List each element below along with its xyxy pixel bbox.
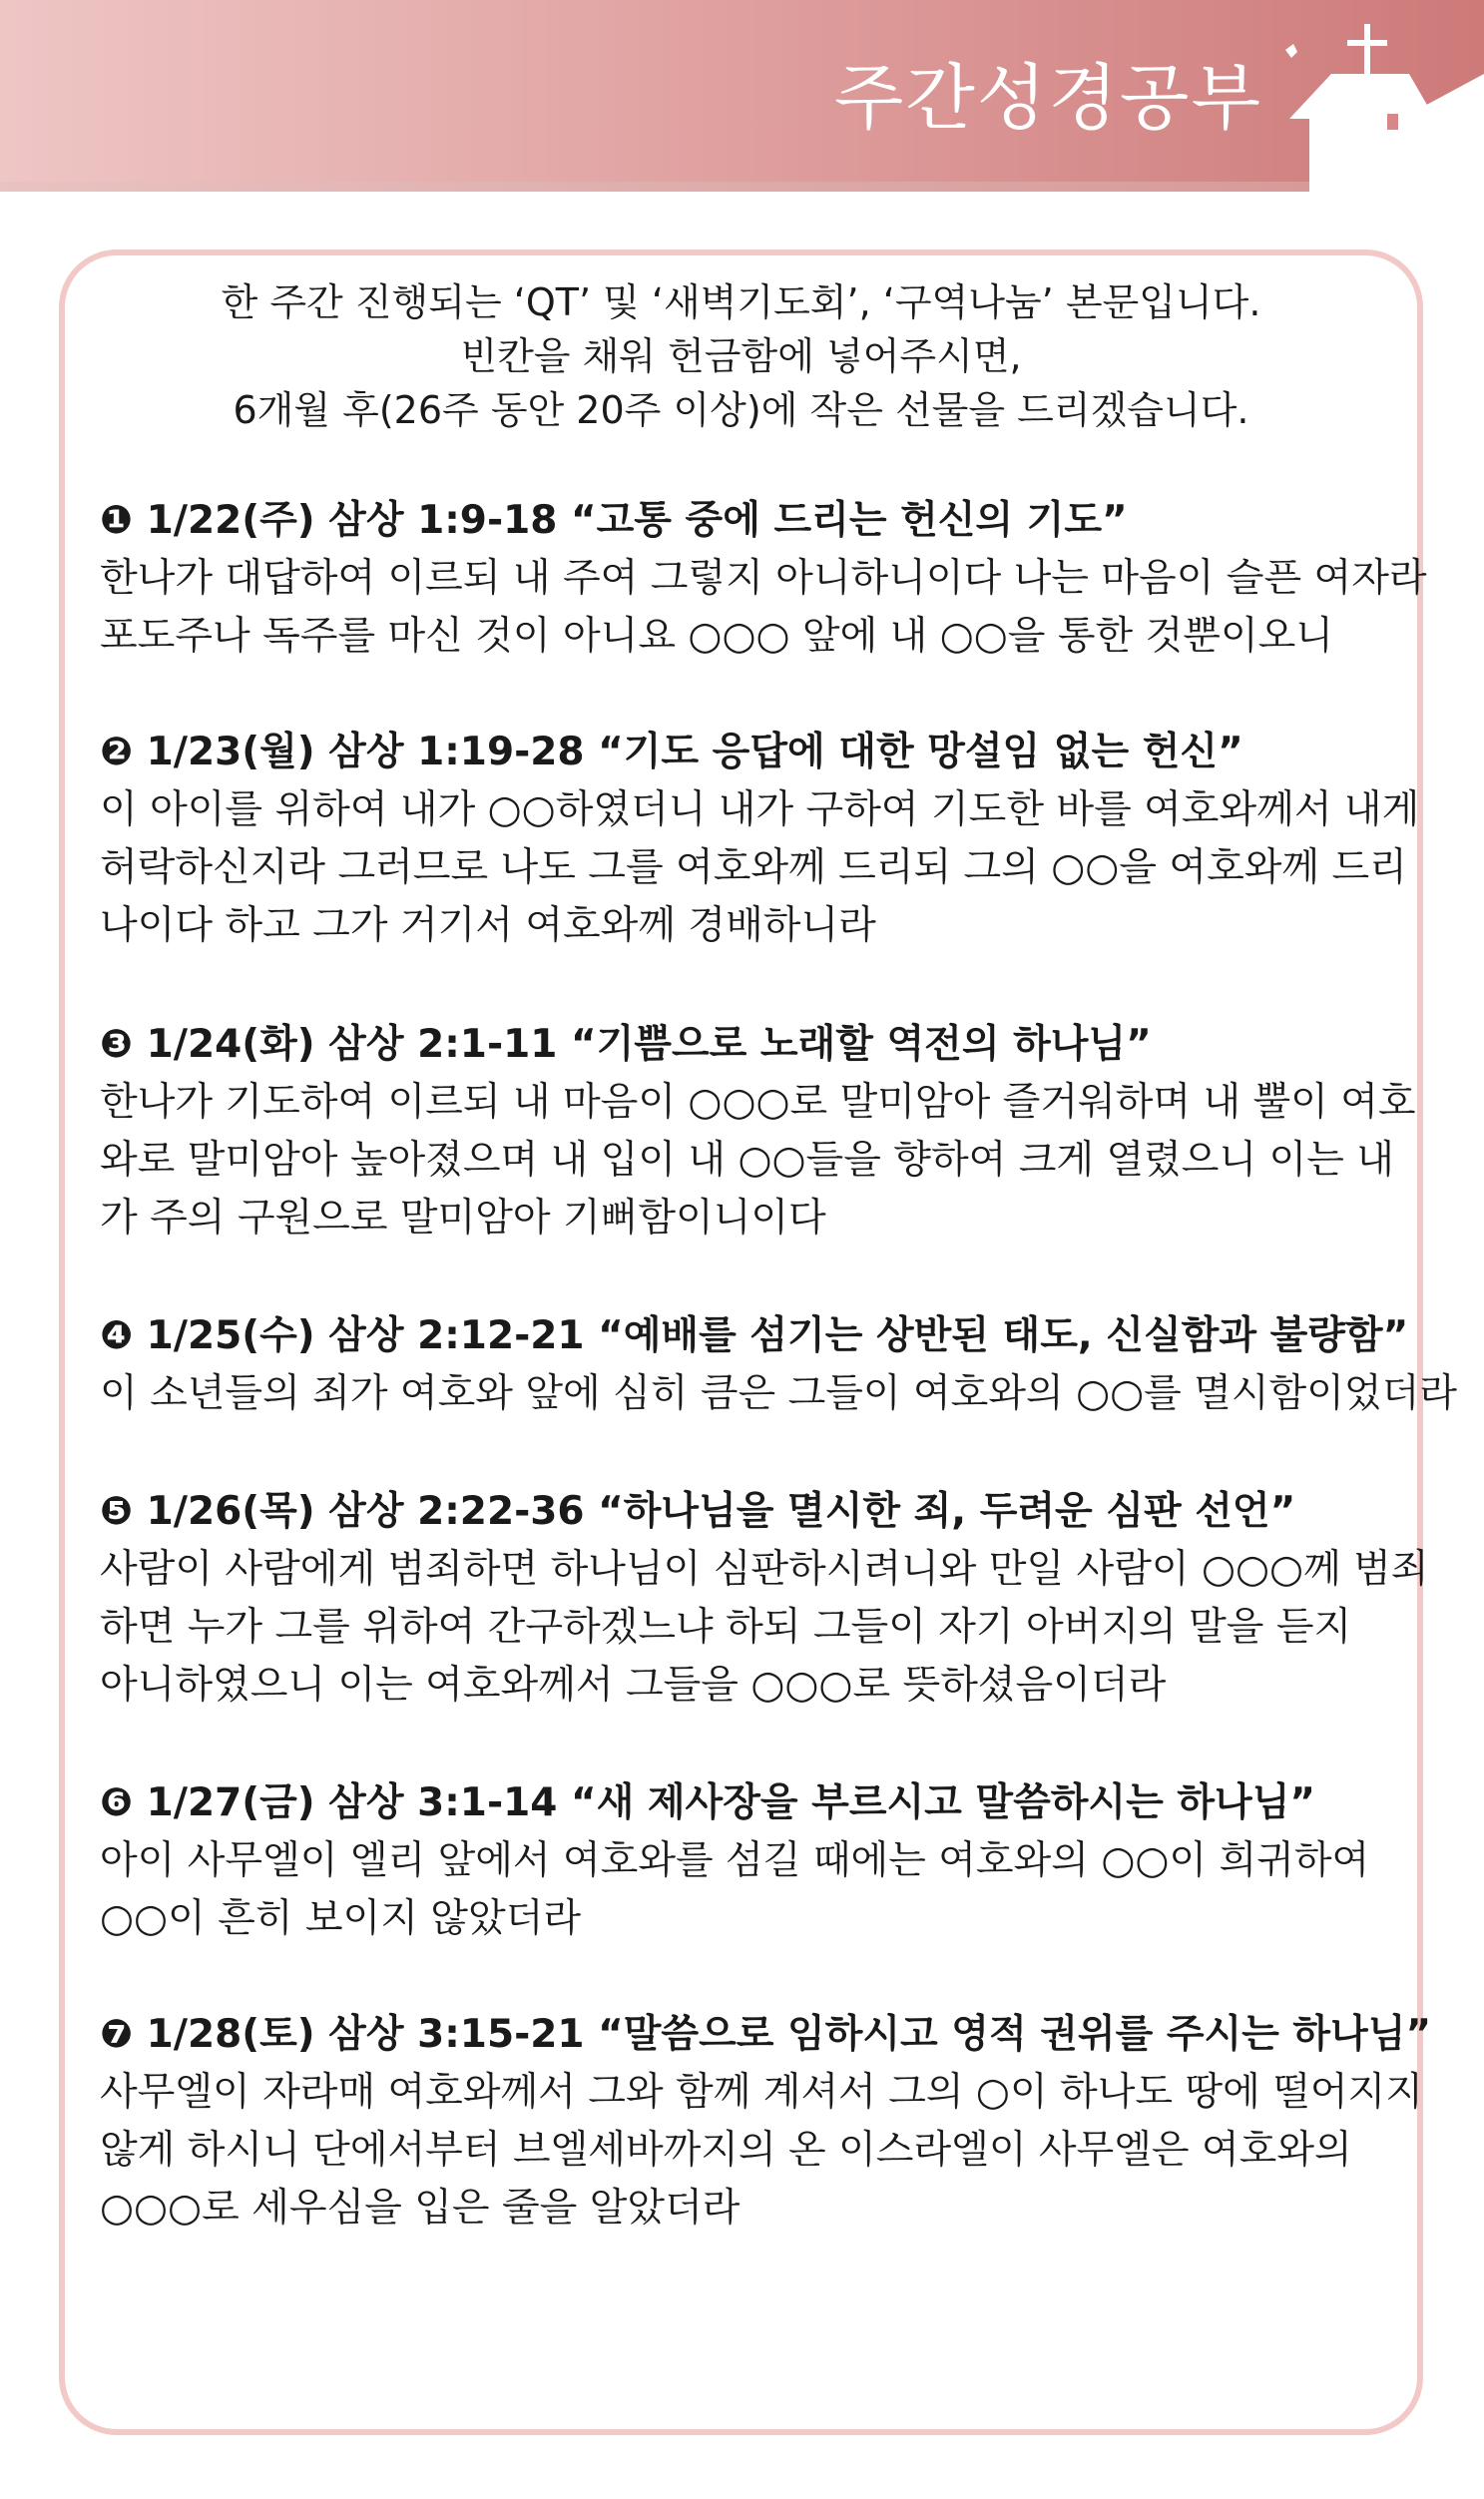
verse-line: ○○○로 세우심을 입은 줄을 알았더라 xyxy=(100,2186,741,2231)
verse-line: 이 아이를 위하여 내가 ○○하였더니 내가 구하여 기도한 바를 여호와께서 내게 xyxy=(100,787,1420,832)
verse-line: 포도주나 독주를 마신 것이 아니요 ○○○ 앞에 내 ○○을 통한 것뿐이오니 xyxy=(100,614,1333,659)
study-section-1 xyxy=(100,492,1427,666)
section-heading: ❼ 1/28(토) 삼상 3:15-21 “말씀으로 임하시고 영적 권위를 주시는 하나님” xyxy=(100,2012,1432,2057)
intro-line: 빈칸을 채워 헌금함에 넣어주시면, xyxy=(460,334,1022,378)
study-section-4 xyxy=(100,1307,1457,1423)
page-title: 주간성경공부 xyxy=(833,56,1262,140)
study-section-2 xyxy=(100,724,1420,955)
verse-line: 이 소년들의 죄가 여호와 앞에 심히 큼은 그들이 여호와의 ○○를 멸시함이었더라 xyxy=(100,1371,1457,1416)
intro-line: 한 주간 진행되는 ‘QT’ 및 ‘새벽기도회’, ‘구역나눔’ 본문입니다. xyxy=(221,280,1261,324)
verse-line: 한나가 기도하여 이르되 내 마음이 ○○○로 말미암아 즐거워하며 내 뿔이 여호 xyxy=(100,1080,1416,1125)
study-section-3 xyxy=(100,1016,1416,1248)
verse-line: 않게 하시니 단에서부터 브엘세바까지의 온 이스라엘이 사무엘은 여호와의 xyxy=(100,2128,1352,2173)
verse-line: 아니하였으니 이는 여호와께서 그들을 ○○○로 뜻하셨음이더라 xyxy=(100,1663,1167,1708)
verse-line: 가 주의 구원으로 말미암아 기뻐함이니이다 xyxy=(100,1196,826,1241)
verse-line: 나이다 하고 그가 거기서 여호와께 경배하니라 xyxy=(100,903,876,948)
study-section-7 xyxy=(100,2006,1432,2238)
verse-line: 하면 누가 그를 위하여 간구하겠느냐 하되 그들이 자기 아버지의 말을 듣지 xyxy=(100,1605,1352,1650)
verse-line: 사람이 사람에게 범죄하면 하나님이 심판하시려니와 만일 사람이 ○○○께 범죄 xyxy=(100,1547,1429,1592)
intro-line: 6개월 후(26주 동안 20주 이상)에 작은 선물을 드리겠습니다. xyxy=(233,388,1249,432)
section-heading: ❷ 1/23(월) 삼상 1:19-28 “기도 응답에 대한 망설임 없는 헌신” xyxy=(100,730,1243,774)
study-section-6 xyxy=(100,1774,1387,1948)
verse-line: 아이 사무엘이 엘리 앞에서 여호와를 섬길 때에는 여호와의 ○○이 희귀하여 xyxy=(100,1838,1370,1883)
section-heading: ❸ 1/24(화) 삼상 2:1-11 “기쁨으로 노래할 역전의 하나님” xyxy=(100,1022,1152,1067)
study-section-5 xyxy=(100,1483,1429,1715)
church-icon xyxy=(1269,14,1484,192)
verse-line: 와로 말미암아 높아졌으며 내 입이 내 ○○들을 향하여 크게 열렸으니 이는 내 xyxy=(100,1138,1394,1183)
section-heading: ❺ 1/26(목) 삼상 2:22-36 “하나님을 멸시한 죄, 두려운 심판 선언” xyxy=(100,1489,1296,1534)
section-heading: ❶ 1/22(주) 삼상 1:9-18 “고통 중에 드리는 헌신의 기도” xyxy=(100,498,1128,543)
header-divider xyxy=(0,182,1484,192)
verse-line: 한나가 대답하여 이르되 내 주여 그렇지 아니하니이다 나는 마음이 슬픈 여자라 xyxy=(100,556,1427,601)
intro-text xyxy=(60,275,1422,437)
section-heading: ❻ 1/27(금) 삼상 3:1-14 “새 제사장을 부르시고 말씀하시는 하나님” xyxy=(100,1780,1316,1825)
section-heading: ❹ 1/25(수) 삼상 2:12-21 “예배를 섬기는 상반된 태도, 신실함과 불량함” xyxy=(100,1313,1409,1358)
verse-line: 사무엘이 자라매 여호와께서 그와 함께 계셔서 그의 ○이 하나도 땅에 떨어지지 xyxy=(100,2070,1423,2115)
verse-line: 허락하신지라 그러므로 나도 그를 여호와께 드리되 그의 ○○을 여호와께 드리 xyxy=(100,845,1407,890)
verse-line: ○○이 흔히 보이지 않았더라 xyxy=(100,1896,581,1941)
